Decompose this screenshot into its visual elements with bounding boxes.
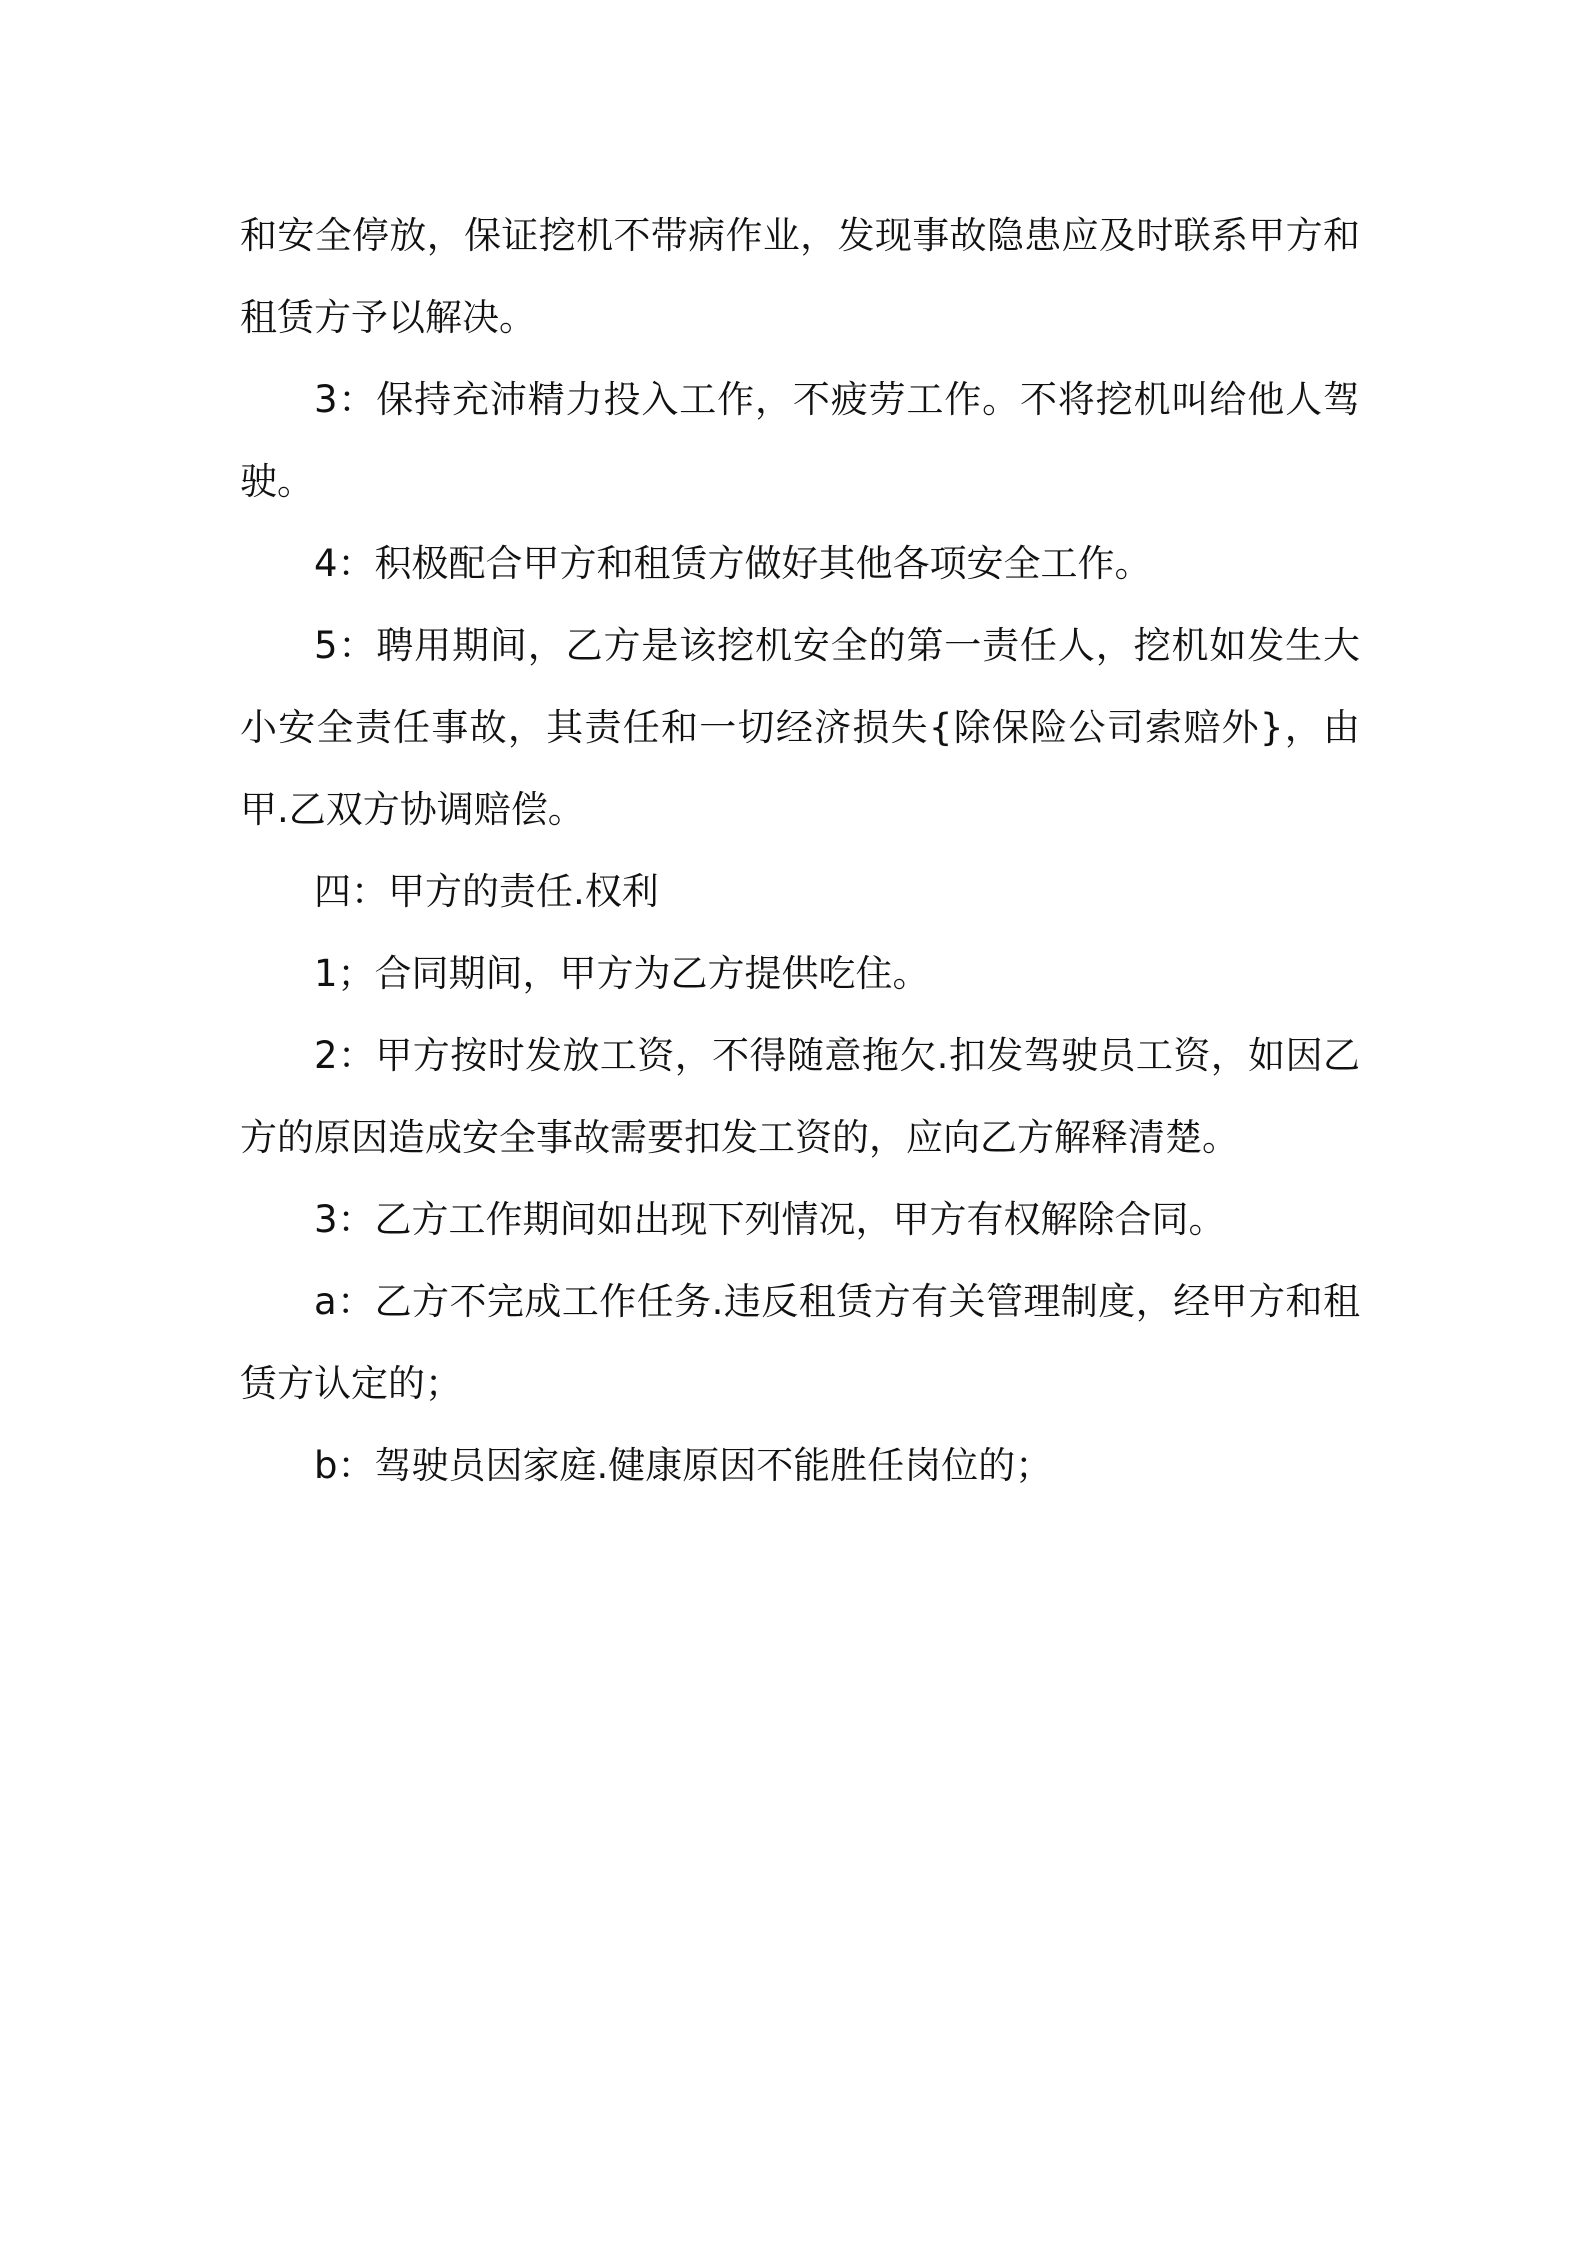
paragraph-a-clause-3: 3：乙方工作期间如出现下列情况，甲方有权解除合同。	[314, 1198, 1226, 1241]
paragraph-sub-item-a: a：乙方不完成工作任务.违反租赁方有关管理制度，经甲方和租赁方认定的；	[240, 1280, 1360, 1405]
paragraph-clause-4: 4：积极配合甲方和租赁方做好其他各项安全工作。	[314, 542, 1152, 585]
document-body	[240, 195, 1360, 1507]
paragraph-continuation-safety: 和安全停放，保证挖机不带病作业，发现事故隐患应及时联系甲方和租赁方予以解决。	[240, 214, 1360, 339]
paragraph-clause-3: 3：保持充沛精力投入工作，不疲劳工作。不将挖机叫给他人驾驶。	[240, 378, 1360, 503]
paragraph-clause-5: 5：聘用期间，乙方是该挖机安全的第一责任人，挖机如发生大小安全责任事故，其责任和一切经济损失{除保险公司索赔外}，由甲.乙双方协调赔偿。	[240, 624, 1360, 831]
paragraph-a-clause-2: 2：甲方按时发放工资，不得随意拖欠.扣发驾驶员工资，如因乙方的原因造成安全事故需要扣发工资的，应向乙方解释清楚。	[240, 1034, 1360, 1159]
paragraph-a-clause-1: 1；合同期间，甲方为乙方提供吃住。	[314, 952, 930, 995]
paragraph-sub-item-b: b：驾驶员因家庭.健康原因不能胜任岗位的；	[314, 1444, 1053, 1487]
section-heading-party-a-rights: 四：甲方的责任.权利	[314, 870, 659, 913]
